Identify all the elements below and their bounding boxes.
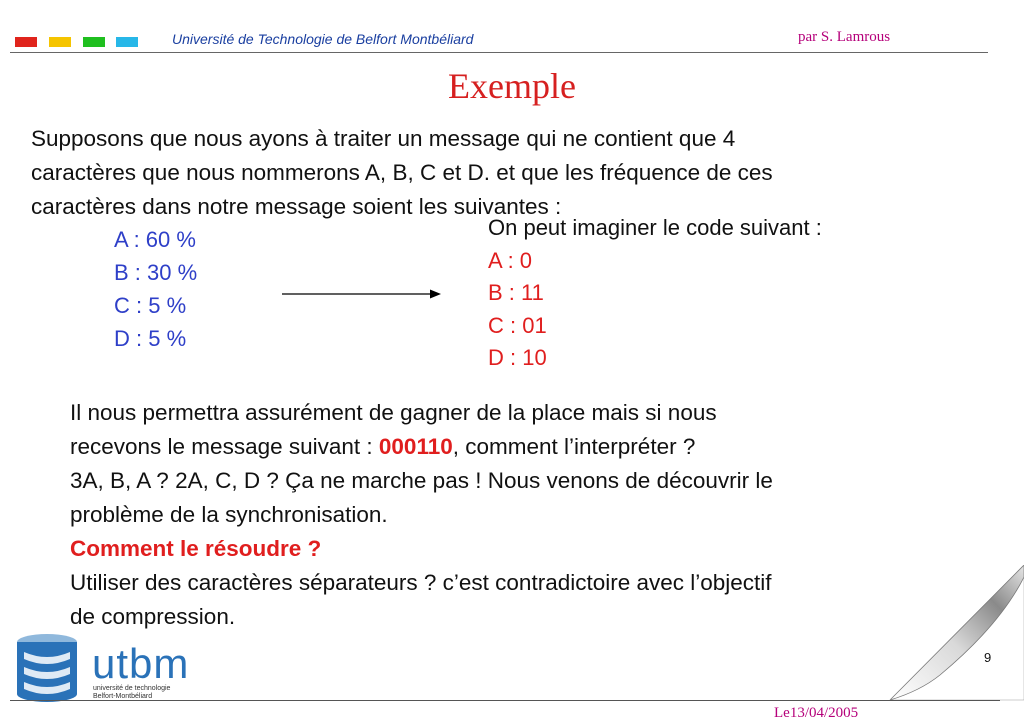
header-square-red [15,37,37,47]
intro-line-1: Supposons que nous ayons à traiter un message qui ne contient que 4 [31,126,736,151]
header-square-green [83,37,105,47]
logo-subtitle-1: université de technologie [93,685,171,692]
code-c: C : 01 [488,312,547,338]
body-line-2 [70,430,773,464]
frequency-b: B : 30 % [114,260,198,285]
frequency-list [114,223,197,355]
body-line-2-end: , comment l’interpréter ? [452,434,696,459]
body-line-7: de compression. [70,604,236,629]
code-list [488,212,822,375]
body-line-6: Utiliser des caractères séparateurs ? c’est contradictoire avec l’objectif [70,570,772,595]
logo-subtitle-2: Belfort-Montbéliard [93,693,153,700]
intro-text [31,122,773,224]
header-square-yellow [49,37,71,47]
page-curl-decoration [880,565,1024,705]
code-d: D : 10 [488,345,547,370]
code-a: A : 0 [488,247,533,273]
arrow-right-icon [280,286,445,302]
question-line: Comment le résoudre ? [70,536,322,561]
intro-line-2: caractères que nous nommerons A, B, C et D. et que les fréquence de ces [31,160,773,185]
utbm-logo-text: utbm [92,640,190,687]
utbm-logo-icon [14,632,80,702]
institution-name: Université de Technologie de Belfort Montbéliard [172,31,474,47]
frequency-a: A : 60 % [114,227,196,252]
header-square-cyan [116,37,138,47]
body-line-3: 3A, B, A ? 2A, C, D ? Ça ne marche pas ! Nous venons de découvrir le [70,468,773,493]
author: par S. Lamrous [798,29,891,45]
binary-message: 000110 [378,434,453,459]
body-text [70,396,773,634]
code-heading: On peut imaginer le code suivant : [488,215,822,240]
header-divider [10,52,988,53]
body-line-1: Il nous permettra assurément de gagner de la place mais si nous [70,400,717,425]
body-line-2-start: recevons le message suivant : [70,434,379,459]
page-number: 9 [984,650,992,665]
code-b: B : 11 [488,280,544,305]
footer-date: Le13/04/2005 [774,705,859,721]
intro-line-3: caractères dans notre message soient les suivantes : [31,194,562,219]
slide-title: Exemple [448,66,576,106]
body-line-4: problème de la synchronisation. [70,502,388,527]
frequency-c: C : 5 % [114,293,187,318]
frequency-d: D : 5 % [114,326,187,351]
footer-divider [10,700,1000,701]
